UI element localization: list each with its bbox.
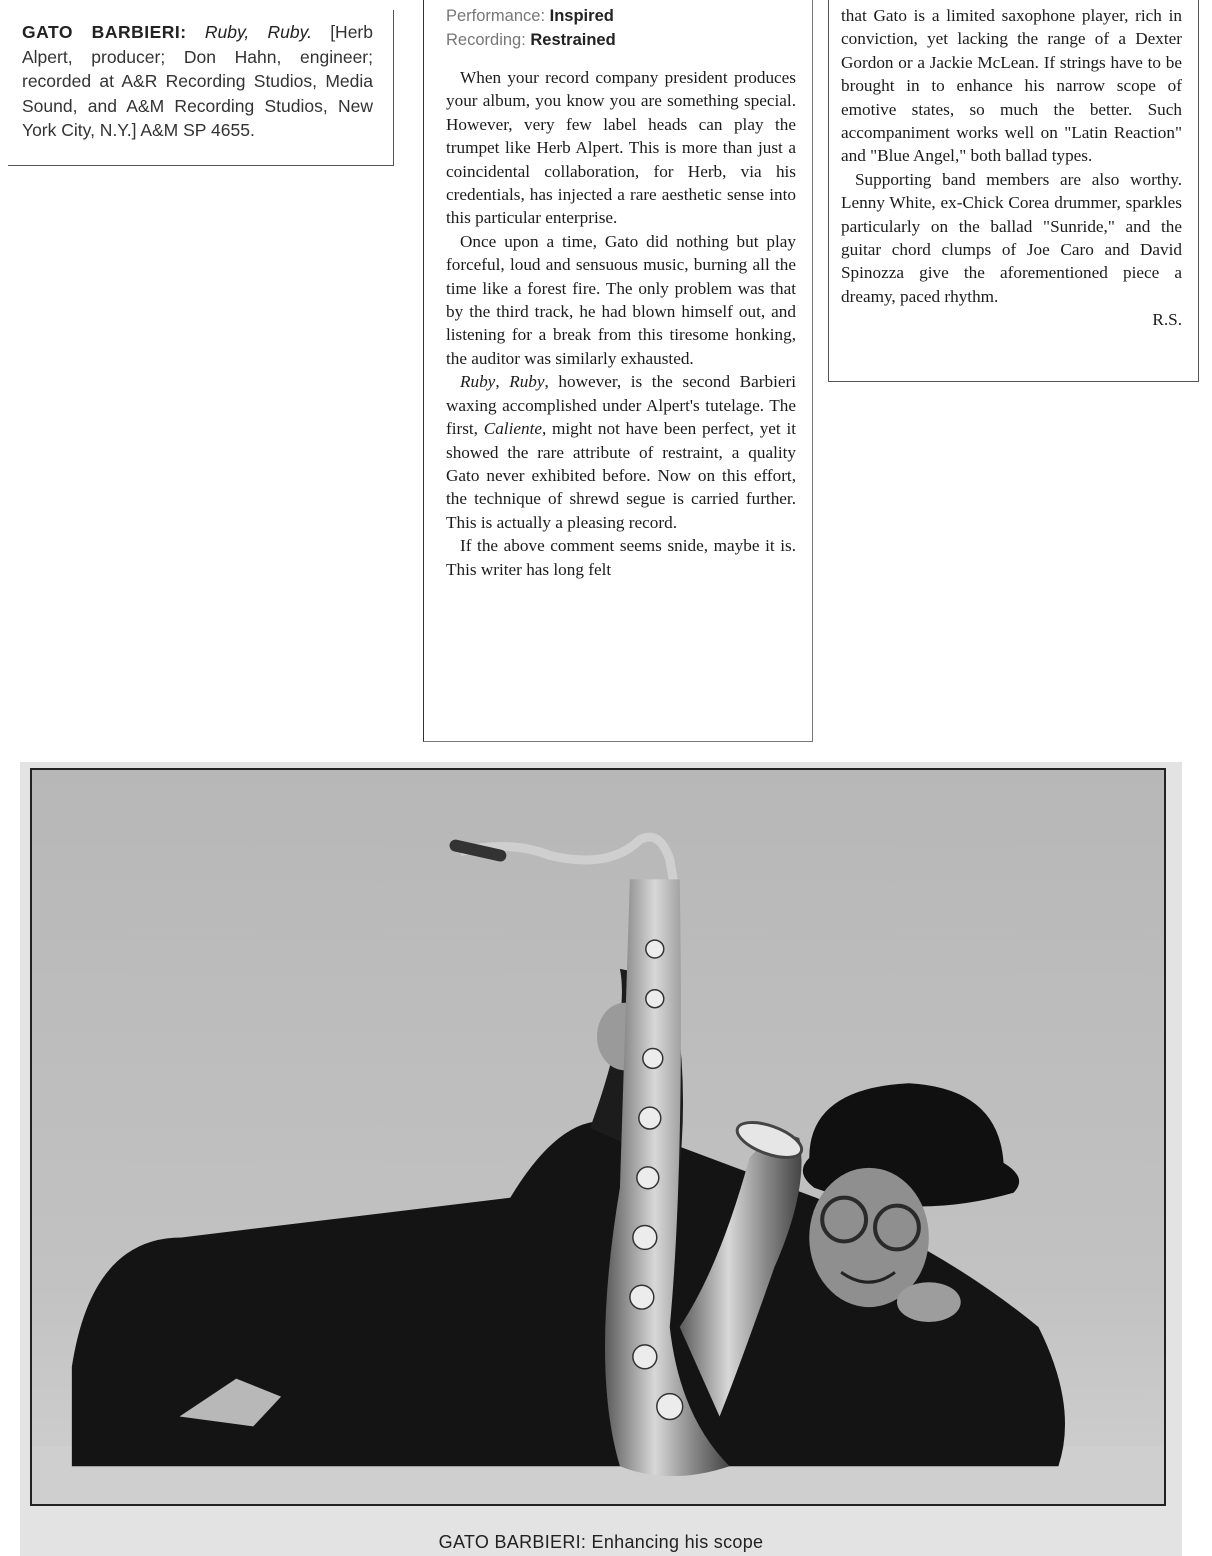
review-paragraph-2: Once upon a time, Gato did nothing but play forceful, loud and sensuous music, burning all the time like a forest fire. The only problem was that by the third track, he had blown himself out, and listening for a break from this tiresome honking, the auditor was similarly exhausted.	[446, 231, 796, 368]
review-column-right	[828, 0, 1199, 382]
reviewer-signature: R.S.	[1152, 310, 1182, 330]
performance-value: Inspired	[549, 7, 614, 25]
album-title-ref: Ruby	[460, 372, 496, 392]
review-body-middle	[446, 66, 796, 581]
paragraph-3-text-b: , might not have been perfect, yet it showed the rare attribute of restraint, a quality Gato never exhibited before. Now on this effort, the technique of shrewd segue is carried further. This is actually a pleasing record.	[446, 419, 796, 532]
review-paragraph-5: that Gato is a limited saxophone player, rich in conviction, yet lacking the range of a Dexter Gordon or a Jackie McLean. If strings have to be brought in to enhance his narrow scope of emotive states, so much the better. Such accompaniment works well on "Latin Reaction" and "Blue Angel," both ballad types.	[841, 6, 1182, 166]
photo-caption: GATO BARBIERI: Enhancing his scope	[438, 1532, 764, 1552]
performance-rating	[446, 4, 796, 28]
album-header	[8, 10, 394, 166]
performance-label: Performance:	[446, 7, 546, 25]
review-paragraph-4: If the above comment seems snide, maybe it is. This writer has long felt	[446, 536, 796, 579]
recording-label: Recording:	[446, 31, 526, 49]
album-caliente-ref: Caliente	[483, 419, 542, 439]
recording-value: Restrained	[530, 31, 616, 49]
album-credits: [Herb Alpert, producer; Don Hahn, engineer; recorded at A&R Recording Studios, Media Sound, and A&M Recording Studios, New York City, N.Y.] A&M SP 4655.	[22, 22, 373, 140]
artist-name: GATO BARBIERI:	[22, 22, 187, 42]
title-separator: ,	[495, 372, 510, 392]
review-body-right	[841, 4, 1182, 332]
review-paragraph-3	[446, 370, 796, 534]
ratings-block	[446, 4, 796, 52]
recording-rating	[446, 28, 796, 52]
paragraph-6-text: Supporting band members are also worthy. Lenny White, ex-Chick Corea drummer, sparkles particularly on the ballad "Sunride," and the guitar chord clumps of Joe Caro and David Spinozza give the aforementioned piece a dreamy, paced rhythm.	[841, 169, 1182, 306]
review-paragraph-1: When your record company president produces your album, you know you are something special. However, very few label heads can play the trumpet like Herb Alpert. This is more than just a coincidental collaboration, for Herb, via his credentials, has injected a rare aesthetic sense into this particular enterprise.	[446, 68, 796, 228]
review-paragraph-6	[841, 168, 1182, 308]
review-column-middle	[423, 0, 813, 742]
saxophonist-illustration	[32, 770, 1164, 1504]
photo-frame	[20, 762, 1182, 1556]
artist-photo	[30, 768, 1166, 1506]
album-title-ref-2: Ruby	[509, 372, 545, 392]
signoff-row	[841, 308, 1182, 331]
album-title: Ruby, Ruby.	[204, 22, 312, 42]
paragraph-3-text-a: , however, is the second Barbieri waxing accomplished under Alpert's tutelage. The first,	[446, 372, 796, 439]
